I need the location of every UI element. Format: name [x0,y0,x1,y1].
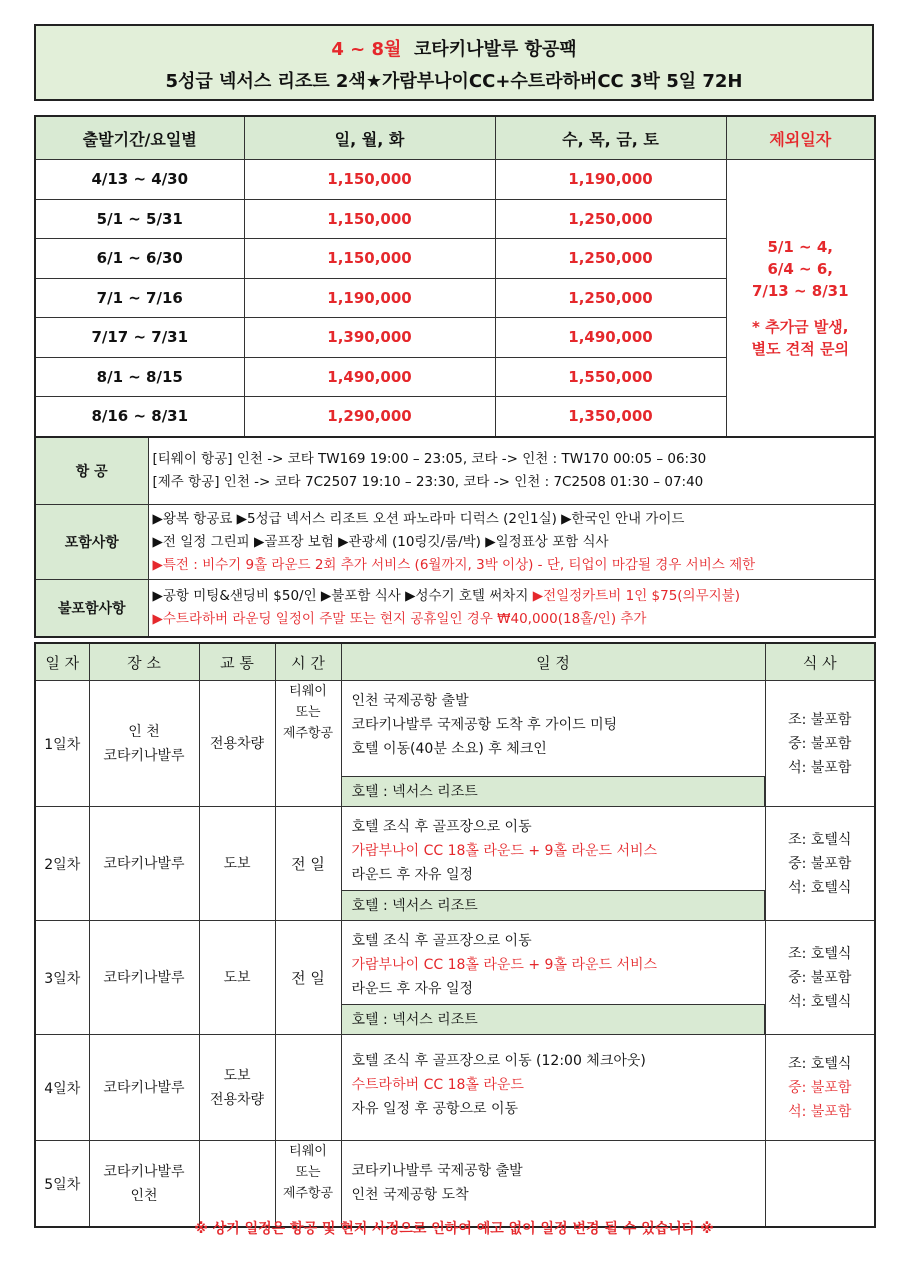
meal-line: 중: 불포함 [788,969,852,986]
schedule-line: 수트라하버 CC 18홀 라운드 [351,1077,524,1093]
day-place [89,681,199,807]
price-wed-sat: 1,190,000 [495,160,726,200]
header-day: 일 자 [35,643,89,681]
day-transport [199,921,275,1035]
time-line: 티웨이 [289,684,327,699]
price-period: 6/1 ~ 6/30 [35,239,244,279]
meal-line: 중: 불포함 [788,855,852,872]
header-time: 시 간 [275,643,341,681]
meal-line: 석: 호텔식 [788,993,852,1010]
time-line: 또는 [295,705,321,720]
schedule-line: 호텔 조식 후 골프장으로 이동 (12:00 체크아웃) [351,1053,646,1069]
price-period: 8/16 ~ 8/31 [35,397,244,437]
day-schedule [341,1141,765,1228]
price-row [35,160,875,200]
day-meals [765,921,875,1035]
meal-line: 조: 불포함 [788,711,852,728]
excluded-line: 6/4 ~ 6, [767,259,833,278]
transport-line: 도보 [223,855,251,872]
day-place [89,1035,199,1141]
day-meals [765,1141,875,1228]
day-transport [199,1035,275,1141]
schedule-line: 자유 일정 후 공항으로 이동 [351,1101,519,1117]
header-transport: 교 통 [199,643,275,681]
price-wed-sat: 1,250,000 [495,239,726,279]
title-months: 4 ~ 8월 [331,39,402,60]
day-meals [765,681,875,807]
day-meals [765,807,875,921]
price-wed-sat: 1,350,000 [495,397,726,437]
exclude-row [35,580,875,638]
excluded-line: 별도 견적 문의 [751,339,849,358]
time-line: 제주항공 [282,1186,334,1201]
header-meals: 식 사 [765,643,875,681]
day-time [275,1035,341,1141]
title-line-1 [36,35,872,61]
excluded-line: * 추가금 발생, [752,317,849,336]
price-wed-sat: 1,550,000 [495,357,726,397]
itinerary-row [35,681,875,807]
price-sun-tue: 1,150,000 [244,160,495,200]
time-line: 제주항공 [282,726,334,741]
place-line: 인 천 [128,723,160,740]
day-time [275,681,341,807]
header-sun-tue: 일, 월, 화 [244,116,495,160]
price-table [34,115,876,438]
schedule-lines [342,1141,765,1207]
time-line: 티웨이 [289,1144,327,1159]
flight-tway: [티웨이 항공] 인천 -> 코타 TW169 19:00 – 23:05, 코타 -> 인천 : TW170 00:05 – 06:30 [152,451,707,467]
title-product: 코타키나발루 항공팩 [413,39,577,60]
hotel-line: 호텔 : 넥서스 리조트 [342,1004,765,1034]
day-meals [765,1035,875,1141]
flight-details [148,437,875,505]
price-period: 8/1 ~ 8/15 [35,357,244,397]
transport-line: 전용차량 [209,1091,265,1108]
schedule-line: 인천 국제공항 도착 [351,1187,469,1203]
meal-line: 중: 불포함 [788,735,852,752]
exclude-line-1 [153,585,871,608]
price-period: 7/17 ~ 7/31 [35,318,244,358]
day-time [275,807,341,921]
schedule-wrap [342,807,765,920]
place-line: 코타키나발루 [103,1079,185,1096]
exclude-label: 불포함사항 [35,580,148,638]
itinerary-row [35,807,875,921]
place-line: 코타키나발루 [103,1163,185,1180]
time-line: 또는 [295,1165,321,1180]
day-label: 5일차 [35,1141,89,1228]
place-line: 코타키나발루 [103,855,185,872]
price-sun-tue: 1,290,000 [244,397,495,437]
day-time [275,1141,341,1228]
price-sun-tue: 1,490,000 [244,357,495,397]
price-sun-tue: 1,190,000 [244,278,495,318]
itinerary-row [35,1141,875,1228]
include-label: 포함사항 [35,505,148,580]
schedule-line: 코타키나발루 국제공항 출발 [351,1163,523,1179]
time-line: 전 일 [291,855,325,873]
schedule-lines [342,681,765,761]
schedule-wrap [342,921,765,1034]
schedule-line: 라운드 후 자유 일정 [351,981,474,997]
price-sun-tue: 1,150,000 [244,199,495,239]
schedule-wrap [342,1035,765,1140]
hotel-line: 호텔 : 넥서스 리조트 [342,890,765,920]
flight-label: 항 공 [35,437,148,505]
meal-line: 조: 호텔식 [788,1055,852,1072]
place-line: 코타키나발루 [103,747,185,764]
exclude-cart-fee: ▶전일정카트비 1인 $75(의무지불) [532,588,740,604]
price-period: 7/1 ~ 7/16 [35,278,244,318]
meal-line: 석: 불포함 [788,1103,852,1120]
excluded-line: 7/13 ~ 8/31 [751,281,849,300]
price-wed-sat: 1,250,000 [495,199,726,239]
transport-line: 전용차량 [209,735,265,752]
transport-line: 도보 [223,969,251,986]
price-sun-tue: 1,390,000 [244,318,495,358]
schedule-wrap [342,681,765,806]
price-wed-sat: 1,250,000 [495,278,726,318]
footer-note: ※ 상기 일정은 항공 및 현지 사정으로 인하여 예고 없이 일정 변경 될 수 있습니다 ※ [194,1221,714,1237]
meal-line: 석: 불포함 [788,759,852,776]
schedule-line: 호텔 이동(40분 소요) 후 체크인 [351,741,547,757]
day-transport [199,807,275,921]
title-box [34,24,874,101]
itinerary-row [35,921,875,1035]
include-line-1: ▶왕복 항공료 ▶5성급 넥서스 리조트 오션 파노라마 디럭스 (2인1실) ▶한국인 안내 가이드 [152,510,685,527]
header-schedule: 일 정 [341,643,765,681]
itinerary-header-row [35,643,875,681]
include-special: ▶특전 : 비수기 9홀 라운드 2회 추가 서비스 (6월까지, 3박 이상) - 단, 티업이 마감될 경우 서비스 제한 [152,556,756,573]
schedule-line: 가람부나이 CC 18홀 라운드 + 9홀 라운드 서비스 [351,957,658,973]
day-label: 4일차 [35,1035,89,1141]
header-excluded: 제외일자 [726,116,875,160]
transport-line: 도보 [223,1067,251,1084]
exclude-items: ▶공항 미팅&샌딩비 $50/인 ▶불포함 식사 ▶성수기 호텔 써차지 [152,588,529,604]
info-table [34,436,876,638]
schedule-line: 인천 국제공항 출발 [351,693,469,709]
price-period: 4/13 ~ 4/30 [35,160,244,200]
exclude-details [148,580,875,638]
schedule-lines [342,1035,765,1121]
price-period: 5/1 ~ 5/31 [35,199,244,239]
meal-line: 조: 호텔식 [788,945,852,962]
day-transport [199,681,275,807]
schedule-wrap [342,1141,765,1226]
header-period: 출발기간/요일별 [35,116,244,160]
title-line-2: 5성급 넥서스 리조트 2색★가람부나이CC+수트라하버CC 3박 5일 72H [165,71,743,92]
schedule-line: 호텔 조식 후 골프장으로 이동 [351,933,532,949]
day-schedule [341,921,765,1035]
include-row [35,505,875,580]
flight-row [35,437,875,505]
header-wed-sat: 수, 목, 금, 토 [495,116,726,160]
schedule-lines [342,807,765,887]
excluded-dates [726,160,875,437]
schedule-line: 호텔 조식 후 골프장으로 이동 [351,819,532,835]
place-line: 코타키나발루 [103,969,185,986]
meal-line: 중: 불포함 [788,1079,852,1096]
excluded-spacer [727,302,875,316]
schedule-line: 라운드 후 자유 일정 [351,867,474,883]
meal-line: 조: 호텔식 [788,831,852,848]
price-header-row [35,116,875,160]
day-schedule [341,681,765,807]
day-label: 3일차 [35,921,89,1035]
hotel-line: 호텔 : 넥서스 리조트 [342,776,765,806]
meal-line: 석: 호텔식 [788,879,852,896]
header-place: 장 소 [89,643,199,681]
schedule-line: 코타키나발루 국제공항 도착 후 가이드 미팅 [351,717,618,733]
include-details [148,505,875,580]
itinerary-table [34,642,876,1228]
include-line-2: ▶전 일정 그린피 ▶골프장 보험 ▶관광세 (10링깃/룸/박) ▶일정표상 포함 식사 [152,533,609,550]
day-schedule [341,807,765,921]
flight-jeju: [제주 항공] 인천 -> 코타 7C2507 19:10 – 23:30, 코타 -> 인천 : 7C2508 01:30 – 07:40 [152,474,704,490]
day-label: 1일차 [35,681,89,807]
place-line: 인천 [130,1187,158,1204]
day-place [89,1141,199,1228]
day-label: 2일차 [35,807,89,921]
day-schedule [341,1035,765,1141]
day-time [275,921,341,1035]
excluded-line: 5/1 ~ 4, [767,237,833,256]
price-sun-tue: 1,150,000 [244,239,495,279]
price-wed-sat: 1,490,000 [495,318,726,358]
exclude-line-2: ▶수트라하버 라운딩 일정이 주말 또는 현지 공휴일인 경우 ₩40,000(18홀/인) 추가 [152,611,647,627]
time-line: 전 일 [291,969,325,987]
itinerary-row [35,1035,875,1141]
day-place [89,921,199,1035]
schedule-lines [342,921,765,1001]
day-place [89,807,199,921]
schedule-line: 가람부나이 CC 18홀 라운드 + 9홀 라운드 서비스 [351,843,658,859]
day-transport [199,1141,275,1228]
